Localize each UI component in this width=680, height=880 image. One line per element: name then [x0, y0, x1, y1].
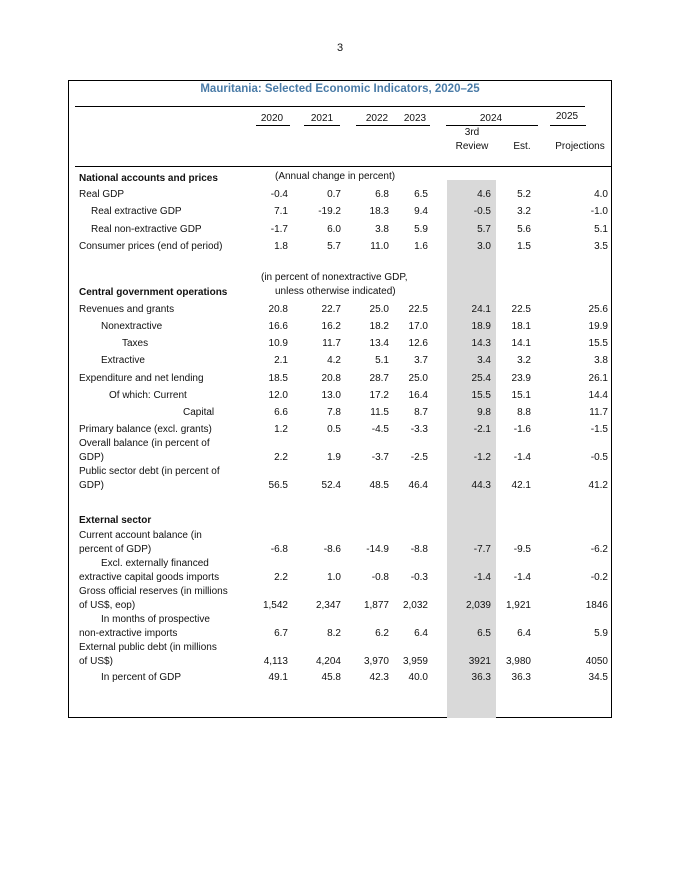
table-cell: 1,542: [262, 600, 288, 611]
col-2025: 2025: [555, 111, 579, 122]
col-2024: 2024: [479, 113, 503, 124]
table-cell: 20.8: [268, 304, 288, 315]
row-label: Consumer prices (end of period): [79, 241, 223, 252]
table-cell: 15.5: [471, 390, 491, 401]
table-cell: 49.1: [268, 672, 288, 683]
row-label: Real non-extractive GDP: [91, 224, 202, 235]
col-2021: 2021: [310, 113, 334, 124]
rule-2022-2023: [356, 125, 430, 126]
table-cell: 6.4: [414, 628, 428, 639]
table-cell: 14.1: [511, 338, 531, 349]
table-cell: -0.3: [410, 572, 428, 583]
table-cell: 6.5: [414, 189, 428, 200]
table-cell: 5.1: [375, 355, 389, 366]
table-cell: 24.1: [471, 304, 491, 315]
table-cell: 8.7: [414, 407, 428, 418]
table-cell: 3.0: [477, 241, 491, 252]
table-cell: 5.7: [327, 241, 341, 252]
page-number: 3: [336, 42, 344, 54]
table-cell: 1.8: [274, 241, 288, 252]
table-cell: 34.5: [588, 672, 608, 683]
table-cell: 36.3: [511, 672, 531, 683]
table-cell: 2.2: [274, 572, 288, 583]
table-cell: 18.5: [268, 373, 288, 384]
table-cell: 11.5: [370, 407, 389, 418]
row-label: Primary balance (excl. grants): [79, 424, 212, 435]
table-cell: 1,877: [363, 600, 389, 611]
table-cell: -0.8: [371, 572, 389, 583]
table-cell: 17.2: [369, 390, 389, 401]
table-cell: 17.0: [408, 321, 428, 332]
table-cell: 3.5: [594, 241, 608, 252]
table-cell: 6.0: [327, 224, 341, 235]
table-cell: 25.0: [369, 304, 389, 315]
table-cell: 25.0: [408, 373, 428, 384]
table-cell: -0.4: [270, 189, 288, 200]
table-cell: 45.8: [321, 672, 341, 683]
table-cell: 3.7: [414, 355, 428, 366]
col-3rd: 3rd: [464, 127, 480, 138]
row-label: extractive capital goods imports: [79, 572, 220, 583]
table-cell: 1846: [585, 600, 608, 611]
col-2022: 2022: [365, 113, 389, 124]
table-cell: 12.6: [408, 338, 428, 349]
table-cell: 6.4: [517, 628, 531, 639]
table-cell: 11.7: [322, 338, 341, 349]
table-cell: -1.5: [590, 424, 608, 435]
table-cell: 2.2: [274, 452, 288, 463]
table-cell: 9.8: [477, 407, 491, 418]
table-cell: 2.1: [274, 355, 288, 366]
table-cell: 4050: [585, 656, 608, 667]
table-cell: -1.4: [473, 572, 491, 583]
table-cell: -14.9: [366, 544, 389, 555]
table-cell: 3,980: [505, 656, 531, 667]
table-cell: 18.3: [369, 206, 389, 217]
header-rule: [75, 166, 612, 167]
row-label: Real extractive GDP: [91, 206, 182, 217]
table-cell: 1.9: [327, 452, 341, 463]
table-cell: 14.3: [471, 338, 491, 349]
table-cell: 10.9: [268, 338, 288, 349]
col-projections: Projections: [555, 141, 605, 152]
table-cell: 2,039: [465, 600, 491, 611]
table-cell: 6.6: [274, 407, 288, 418]
rule-2025: [550, 125, 586, 126]
table-cell: -9.5: [513, 544, 531, 555]
rule-2021: [304, 125, 340, 126]
row-label: Overall balance (in percent of: [79, 438, 210, 449]
col-2020: 2020: [260, 113, 284, 124]
table-cell: 13.0: [321, 390, 341, 401]
note-annual-change: (Annual change in percent): [275, 171, 396, 182]
table-cell: -6.8: [270, 544, 288, 555]
table-cell: 3.8: [594, 355, 608, 366]
table-cell: 11.7: [589, 407, 608, 418]
row-label: GDP): [79, 480, 104, 491]
table-cell: 0.5: [327, 424, 341, 435]
row-label: GDP): [79, 452, 104, 463]
table-cell: 5.9: [414, 224, 428, 235]
col-2023: 2023: [403, 113, 427, 124]
table-cell: 41.2: [588, 480, 608, 491]
table-cell: 6.2: [375, 628, 389, 639]
table-cell: 15.1: [511, 390, 531, 401]
table-cell: 4.6: [477, 189, 491, 200]
table-cell: 3.2: [517, 355, 531, 366]
table-cell: 15.5: [588, 338, 608, 349]
table-cell: 4.0: [594, 189, 608, 200]
row-label: Taxes: [122, 338, 149, 349]
row-label: percent of GDP): [79, 544, 152, 555]
table-cell: 11.0: [370, 241, 389, 252]
table-cell: -0.5: [473, 206, 491, 217]
table-cell: -8.6: [323, 544, 341, 555]
rule-2020: [256, 125, 290, 126]
table-cell: 5.6: [517, 224, 531, 235]
row-label: Real GDP: [79, 189, 125, 200]
table-cell: 18.9: [471, 321, 491, 332]
table-title: Mauritania: Selected Economic Indicators, 2020–25: [200, 83, 480, 95]
table-cell: 13.4: [369, 338, 389, 349]
table-cell: -1.4: [513, 452, 531, 463]
table-cell: 26.1: [588, 373, 608, 384]
table-cell: 2,032: [402, 600, 428, 611]
table-cell: 25.4: [471, 373, 491, 384]
table-cell: 3921: [468, 656, 491, 667]
table-cell: 5.9: [594, 628, 608, 639]
row-label: of US$): [79, 656, 113, 667]
table-cell: 12.0: [268, 390, 288, 401]
table-cell: -1.0: [590, 206, 608, 217]
table-cell: 14.4: [588, 390, 608, 401]
row-label: Expenditure and net lending: [79, 373, 204, 384]
table-cell: 5.1: [594, 224, 608, 235]
table-cell: -2.1: [473, 424, 491, 435]
col-est: Est.: [513, 141, 531, 152]
section-external: External sector: [79, 515, 152, 526]
table-cell: -0.2: [590, 572, 608, 583]
row-label: of US$, eop): [79, 600, 136, 611]
table-cell: -8.8: [410, 544, 428, 555]
rule-2024: [446, 125, 538, 126]
table-cell: -19.2: [318, 206, 341, 217]
note-nonextractive-1: (in percent of nonextractive GDP,: [261, 272, 408, 283]
table-cell: 56.5: [268, 480, 288, 491]
table-cell: 3.2: [517, 206, 531, 217]
row-label: non-extractive imports: [79, 628, 178, 639]
table-cell: 23.9: [511, 373, 531, 384]
table-cell: 9.4: [414, 206, 428, 217]
table-cell: 6.8: [375, 189, 389, 200]
section-national: National accounts and prices: [79, 173, 218, 184]
table-cell: 1.2: [274, 424, 288, 435]
table-cell: 3.8: [375, 224, 389, 235]
table-cell: -1.4: [513, 572, 531, 583]
table-cell: 5.7: [477, 224, 491, 235]
table-cell: 25.6: [588, 304, 608, 315]
table-cell: 22.7: [321, 304, 341, 315]
table-cell: 8.2: [327, 628, 341, 639]
note-nonextractive-2: unless otherwise indicated): [275, 286, 396, 297]
table-cell: 22.5: [408, 304, 428, 315]
row-label: In months of prospective: [101, 614, 210, 625]
row-label: Nonextractive: [101, 321, 163, 332]
col-review: Review: [455, 141, 489, 152]
section-central: Central government operations: [79, 287, 228, 298]
table-cell: 1.0: [327, 572, 341, 583]
table-cell: -7.7: [473, 544, 491, 555]
table-cell: 19.9: [588, 321, 608, 332]
table-cell: 44.3: [471, 480, 491, 491]
table-cell: 42.1: [511, 480, 531, 491]
table-cell: 16.6: [268, 321, 288, 332]
table-cell: -1.7: [270, 224, 288, 235]
table-cell: 7.8: [327, 407, 341, 418]
table-cell: 3.4: [477, 355, 491, 366]
table-cell: 48.5: [369, 480, 389, 491]
table-cell: 52.4: [321, 480, 341, 491]
row-label: In percent of GDP: [101, 672, 182, 683]
table-cell: 5.2: [517, 189, 531, 200]
table-cell: -1.6: [513, 424, 531, 435]
table-cell: 3,970: [363, 656, 389, 667]
table-cell: 2,347: [315, 600, 341, 611]
table-cell: 8.8: [517, 407, 531, 418]
table-cell: 16.4: [408, 390, 428, 401]
table-cell: 0.7: [327, 189, 341, 200]
table-cell: -2.5: [410, 452, 428, 463]
table-cell: 7.1: [274, 206, 288, 217]
row-label: Revenues and grants: [79, 304, 175, 315]
table-cell: 46.4: [408, 480, 428, 491]
row-label: External public debt (in millions: [79, 642, 217, 653]
row-label: Public sector debt (in percent of: [79, 466, 220, 477]
table-cell: 40.0: [408, 672, 428, 683]
table-cell: -4.5: [371, 424, 389, 435]
table-cell: -1.2: [473, 452, 491, 463]
row-label: Current account balance (in: [79, 530, 202, 541]
table-cell: 18.1: [511, 321, 531, 332]
table-cell: -3.7: [371, 452, 389, 463]
table-cell: 22.5: [511, 304, 531, 315]
table-cell: 16.2: [321, 321, 341, 332]
table-cell: -3.3: [410, 424, 428, 435]
table-cell: 28.7: [369, 373, 389, 384]
row-label: Extractive: [101, 355, 145, 366]
table-cell: 4,204: [315, 656, 341, 667]
table-cell: 18.2: [369, 321, 389, 332]
table-cell: 20.8: [321, 373, 341, 384]
row-label: Gross official reserves (in millions: [79, 586, 228, 597]
table-cell: 3,959: [402, 656, 428, 667]
title-rule: [75, 106, 585, 107]
table-cell: -6.2: [590, 544, 608, 555]
table-cell: 4.2: [327, 355, 341, 366]
row-label: Excl. externally financed: [101, 558, 209, 569]
table-cell: 6.7: [274, 628, 288, 639]
table-cell: -0.5: [590, 452, 608, 463]
table-cell: 1.5: [517, 241, 531, 252]
table-cell: 6.5: [477, 628, 491, 639]
table-cell: 1.6: [414, 241, 428, 252]
row-label: Capital: [183, 407, 215, 418]
table-cell: 4,113: [263, 656, 288, 667]
table-cell: 1,921: [505, 600, 531, 611]
row-label: Of which: Current: [109, 390, 187, 401]
table-cell: 36.3: [471, 672, 491, 683]
table-cell: 42.3: [369, 672, 389, 683]
